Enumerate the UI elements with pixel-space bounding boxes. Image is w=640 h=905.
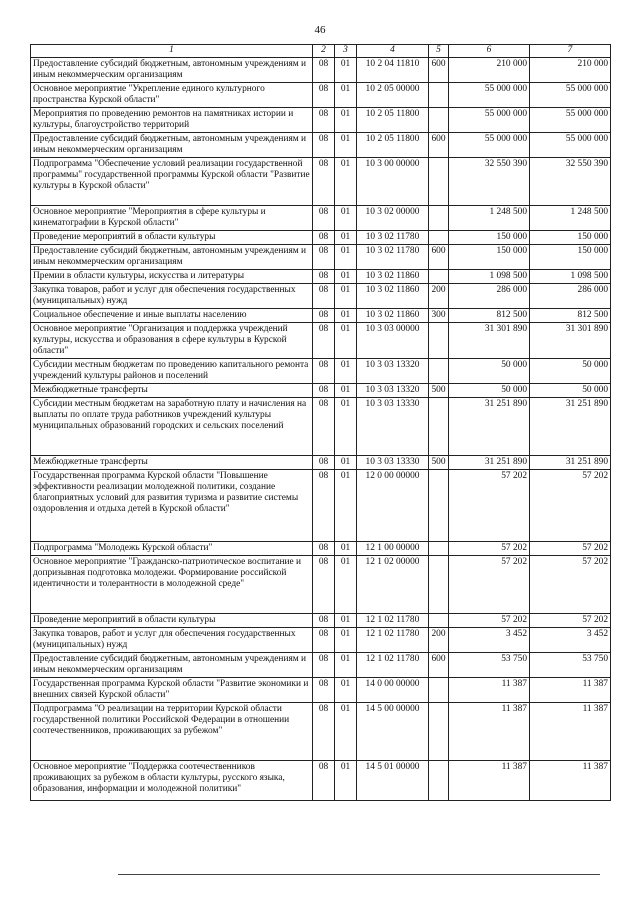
row-name-cell: Основное мероприятие "Мероприятия в сфере культуры и кинематографии в Курской области" bbox=[31, 206, 313, 231]
row-name-cell: Социальное обеспечение и иные выплаты населению bbox=[31, 309, 313, 323]
page-number: 46 bbox=[314, 24, 326, 36]
expense-type-cell: 300 bbox=[429, 309, 449, 323]
row-name-cell: Премии в области культуры, искусства и литературы bbox=[31, 270, 313, 284]
amount-cell: 55 000 000 bbox=[449, 83, 530, 108]
table-row bbox=[31, 245, 611, 270]
section-code-cell: 08 bbox=[313, 542, 335, 556]
table-row bbox=[31, 359, 611, 384]
expense-type-cell bbox=[429, 206, 449, 231]
subsection-code-cell: 01 bbox=[335, 284, 357, 309]
column-header: 7 bbox=[530, 45, 611, 58]
amount-cell: 50 000 bbox=[449, 384, 530, 398]
target-article-cell: 10 3 03 13320 bbox=[357, 359, 429, 384]
target-article-cell: 12 1 02 11780 bbox=[357, 653, 429, 678]
table-row bbox=[31, 703, 611, 761]
subsection-code-cell: 01 bbox=[335, 678, 357, 703]
section-code-cell: 08 bbox=[313, 703, 335, 761]
target-article-cell: 10 3 02 00000 bbox=[357, 206, 429, 231]
amount-cell: 57 202 bbox=[530, 542, 611, 556]
row-name-cell: Основное мероприятие "Укрепление единого культурного пространства Курской области" bbox=[31, 83, 313, 108]
row-name-cell: Проведение мероприятий в области культуры bbox=[31, 614, 313, 628]
subsection-code-cell: 01 bbox=[335, 206, 357, 231]
target-article-cell: 10 3 03 00000 bbox=[357, 323, 429, 359]
table-row bbox=[31, 83, 611, 108]
expense-type-cell bbox=[429, 398, 449, 456]
row-name-cell: Предоставление субсидий бюджетным, автономным учреждениям и иным некоммерческим организациям bbox=[31, 245, 313, 270]
table-row bbox=[31, 158, 611, 206]
expense-type-cell bbox=[429, 83, 449, 108]
amount-cell: 57 202 bbox=[449, 556, 530, 614]
expense-type-cell bbox=[429, 359, 449, 384]
amount-cell: 57 202 bbox=[530, 470, 611, 542]
expense-type-cell bbox=[429, 556, 449, 614]
amount-cell: 50 000 bbox=[530, 359, 611, 384]
table-row bbox=[31, 678, 611, 703]
table-row bbox=[31, 270, 611, 284]
amount-cell: 31 251 890 bbox=[449, 456, 530, 470]
section-code-cell: 08 bbox=[313, 309, 335, 323]
row-name-cell: Предоставление субсидий бюджетным, автономным учреждениям и иным некоммерческим организациям bbox=[31, 133, 313, 158]
table-row bbox=[31, 653, 611, 678]
amount-cell: 812 500 bbox=[530, 309, 611, 323]
target-article-cell: 10 2 05 00000 bbox=[357, 83, 429, 108]
subsection-code-cell: 01 bbox=[335, 83, 357, 108]
subsection-code-cell: 01 bbox=[335, 761, 357, 801]
amount-cell: 150 000 bbox=[530, 245, 611, 270]
expense-type-cell bbox=[429, 323, 449, 359]
subsection-code-cell: 01 bbox=[335, 158, 357, 206]
subsection-code-cell: 01 bbox=[335, 653, 357, 678]
target-article-cell: 10 2 05 11800 bbox=[357, 108, 429, 133]
section-code-cell: 08 bbox=[313, 653, 335, 678]
expense-type-cell bbox=[429, 470, 449, 542]
target-article-cell: 10 3 02 11860 bbox=[357, 309, 429, 323]
amount-cell: 57 202 bbox=[530, 614, 611, 628]
section-code-cell: 08 bbox=[313, 58, 335, 83]
amount-cell: 11 387 bbox=[449, 703, 530, 761]
section-code-cell: 08 bbox=[313, 231, 335, 245]
target-article-cell: 14 0 00 00000 bbox=[357, 678, 429, 703]
row-name-cell: Проведение мероприятий в области культуры bbox=[31, 231, 313, 245]
column-header: 2 bbox=[313, 45, 335, 58]
subsection-code-cell: 01 bbox=[335, 398, 357, 456]
row-name-cell: Подпрограмма "О реализации на территории Курской области государственной политики Российской Федерации в отношении соотечественников, проживающих за рубежом" bbox=[31, 703, 313, 761]
amount-cell: 150 000 bbox=[530, 231, 611, 245]
expense-type-cell bbox=[429, 231, 449, 245]
subsection-code-cell: 01 bbox=[335, 542, 357, 556]
section-code-cell: 08 bbox=[313, 133, 335, 158]
expense-type-cell bbox=[429, 270, 449, 284]
expense-type-cell: 600 bbox=[429, 58, 449, 83]
subsection-code-cell: 01 bbox=[335, 614, 357, 628]
target-article-cell: 10 3 02 11860 bbox=[357, 284, 429, 309]
target-article-cell: 12 1 02 11780 bbox=[357, 614, 429, 628]
subsection-code-cell: 01 bbox=[335, 470, 357, 542]
column-header: 5 bbox=[429, 45, 449, 58]
table-row bbox=[31, 384, 611, 398]
table-row bbox=[31, 628, 611, 653]
subsection-code-cell: 01 bbox=[335, 384, 357, 398]
amount-cell: 31 251 890 bbox=[530, 456, 611, 470]
expense-type-cell bbox=[429, 542, 449, 556]
subsection-code-cell: 01 bbox=[335, 133, 357, 158]
row-name-cell: Межбюджетные трансферты bbox=[31, 456, 313, 470]
subsection-code-cell: 01 bbox=[335, 309, 357, 323]
subsection-code-cell: 01 bbox=[335, 323, 357, 359]
row-name-cell: Основное мероприятие "Гражданско-патриотическое воспитание и допризывная подготовка молодежи. Формирование российской идентичности и толерантности в молодежной среде" bbox=[31, 556, 313, 614]
table-row bbox=[31, 231, 611, 245]
section-code-cell: 08 bbox=[313, 556, 335, 614]
target-article-cell: 10 3 00 00000 bbox=[357, 158, 429, 206]
amount-cell: 11 387 bbox=[530, 678, 611, 703]
table-row bbox=[31, 470, 611, 542]
amount-cell: 57 202 bbox=[449, 470, 530, 542]
target-article-cell: 10 3 03 13330 bbox=[357, 456, 429, 470]
target-article-cell: 10 2 04 11810 bbox=[357, 58, 429, 83]
row-name-cell: Подпрограмма "Молодежь Курской области" bbox=[31, 542, 313, 556]
target-article-cell: 10 3 02 11780 bbox=[357, 231, 429, 245]
target-article-cell: 10 3 02 11780 bbox=[357, 245, 429, 270]
amount-cell: 55 000 000 bbox=[530, 83, 611, 108]
amount-cell: 31 301 890 bbox=[449, 323, 530, 359]
row-name-cell: Государственная программа Курской области "Развитие экономики и внешних связей Курской области" bbox=[31, 678, 313, 703]
amount-cell: 31 251 890 bbox=[449, 398, 530, 456]
section-code-cell: 08 bbox=[313, 398, 335, 456]
table-row bbox=[31, 398, 611, 456]
table-row bbox=[31, 206, 611, 231]
target-article-cell: 12 1 02 00000 bbox=[357, 556, 429, 614]
table-row bbox=[31, 323, 611, 359]
expense-type-cell: 600 bbox=[429, 133, 449, 158]
subsection-code-cell: 01 bbox=[335, 58, 357, 83]
expense-type-cell: 500 bbox=[429, 456, 449, 470]
amount-cell: 31 251 890 bbox=[530, 398, 611, 456]
table-row bbox=[31, 556, 611, 614]
section-code-cell: 08 bbox=[313, 470, 335, 542]
amount-cell: 55 000 000 bbox=[449, 133, 530, 158]
amount-cell: 55 000 000 bbox=[449, 108, 530, 133]
amount-cell: 50 000 bbox=[449, 359, 530, 384]
amount-cell: 53 750 bbox=[449, 653, 530, 678]
row-name-cell: Подпрограмма "Обеспечение условий реализации государственной программы" государственной программы Курской области "Развитие культуры в Курской области" bbox=[31, 158, 313, 206]
amount-cell: 1 248 500 bbox=[530, 206, 611, 231]
amount-cell: 50 000 bbox=[530, 384, 611, 398]
row-name-cell: Закупка товаров, работ и услуг для обеспечения государственных (муниципальных) нужд bbox=[31, 628, 313, 653]
amount-cell: 55 000 000 bbox=[530, 133, 611, 158]
row-name-cell: Основное мероприятие "Организация и поддержка учреждений культуры, искусства и образования в сфере культуры в Курской области" bbox=[31, 323, 313, 359]
table-row bbox=[31, 108, 611, 133]
section-code-cell: 08 bbox=[313, 108, 335, 133]
expense-type-cell: 200 bbox=[429, 284, 449, 309]
amount-cell: 31 301 890 bbox=[530, 323, 611, 359]
amount-cell: 1 098 500 bbox=[530, 270, 611, 284]
section-code-cell: 08 bbox=[313, 678, 335, 703]
amount-cell: 11 387 bbox=[530, 703, 611, 761]
section-code-cell: 08 bbox=[313, 270, 335, 284]
table-header-row bbox=[31, 45, 611, 58]
section-code-cell: 08 bbox=[313, 359, 335, 384]
section-code-cell: 08 bbox=[313, 384, 335, 398]
section-code-cell: 08 bbox=[313, 83, 335, 108]
amount-cell: 1 248 500 bbox=[449, 206, 530, 231]
amount-cell: 32 550 390 bbox=[530, 158, 611, 206]
expense-type-cell bbox=[429, 678, 449, 703]
target-article-cell: 14 5 01 00000 bbox=[357, 761, 429, 801]
subsection-code-cell: 01 bbox=[335, 359, 357, 384]
section-code-cell: 08 bbox=[313, 628, 335, 653]
expense-type-cell bbox=[429, 108, 449, 133]
subsection-code-cell: 01 bbox=[335, 108, 357, 133]
target-article-cell: 12 1 02 11780 bbox=[357, 628, 429, 653]
budget-table bbox=[30, 44, 611, 801]
subsection-code-cell: 01 bbox=[335, 231, 357, 245]
table-row bbox=[31, 614, 611, 628]
column-header: 1 bbox=[31, 45, 313, 58]
table-body bbox=[31, 58, 611, 801]
section-code-cell: 08 bbox=[313, 245, 335, 270]
row-name-cell: Предоставление субсидий бюджетным, автономным учреждениям и иным некоммерческим организациям bbox=[31, 58, 313, 83]
section-code-cell: 08 bbox=[313, 761, 335, 801]
amount-cell: 3 452 bbox=[449, 628, 530, 653]
subsection-code-cell: 01 bbox=[335, 556, 357, 614]
column-header: 4 bbox=[357, 45, 429, 58]
amount-cell: 11 387 bbox=[449, 678, 530, 703]
table-row bbox=[31, 761, 611, 801]
expense-type-cell bbox=[429, 761, 449, 801]
table-row bbox=[31, 456, 611, 470]
subsection-code-cell: 01 bbox=[335, 628, 357, 653]
amount-cell: 150 000 bbox=[449, 245, 530, 270]
amount-cell: 150 000 bbox=[449, 231, 530, 245]
row-name-cell: Межбюджетные трансферты bbox=[31, 384, 313, 398]
amount-cell: 11 387 bbox=[449, 761, 530, 801]
amount-cell: 57 202 bbox=[449, 614, 530, 628]
amount-cell: 11 387 bbox=[530, 761, 611, 801]
amount-cell: 812 500 bbox=[449, 309, 530, 323]
target-article-cell: 10 2 05 11800 bbox=[357, 133, 429, 158]
row-name-cell: Основное мероприятие "Поддержка соотечественников проживающих за рубежом в области культуры, русского языка, образования, информации и молодежной политики" bbox=[31, 761, 313, 801]
table-row bbox=[31, 309, 611, 323]
section-code-cell: 08 bbox=[313, 614, 335, 628]
row-name-cell: Закупка товаров, работ и услуг для обеспечения государственных (муниципальных) нужд bbox=[31, 284, 313, 309]
table-row bbox=[31, 284, 611, 309]
section-code-cell: 08 bbox=[313, 456, 335, 470]
subsection-code-cell: 01 bbox=[335, 703, 357, 761]
table-row bbox=[31, 133, 611, 158]
target-article-cell: 10 3 03 13320 bbox=[357, 384, 429, 398]
amount-cell: 210 000 bbox=[530, 58, 611, 83]
row-name-cell: Предоставление субсидий бюджетным, автономным учреждениям и иным некоммерческим организациям bbox=[31, 653, 313, 678]
table-row bbox=[31, 58, 611, 83]
amount-cell: 286 000 bbox=[449, 284, 530, 309]
target-article-cell: 10 3 03 13330 bbox=[357, 398, 429, 456]
expense-type-cell: 500 bbox=[429, 384, 449, 398]
amount-cell: 3 452 bbox=[530, 628, 611, 653]
footer-divider bbox=[118, 874, 600, 875]
column-header: 3 bbox=[335, 45, 357, 58]
target-article-cell: 12 1 00 00000 bbox=[357, 542, 429, 556]
expense-type-cell: 200 bbox=[429, 628, 449, 653]
target-article-cell: 14 5 00 00000 bbox=[357, 703, 429, 761]
column-header: 6 bbox=[449, 45, 530, 58]
amount-cell: 210 000 bbox=[449, 58, 530, 83]
target-article-cell: 12 0 00 00000 bbox=[357, 470, 429, 542]
amount-cell: 286 000 bbox=[530, 284, 611, 309]
expense-type-cell bbox=[429, 703, 449, 761]
expense-type-cell: 600 bbox=[429, 653, 449, 678]
expense-type-cell bbox=[429, 614, 449, 628]
amount-cell: 53 750 bbox=[530, 653, 611, 678]
section-code-cell: 08 bbox=[313, 158, 335, 206]
expense-type-cell: 600 bbox=[429, 245, 449, 270]
table-row bbox=[31, 542, 611, 556]
amount-cell: 1 098 500 bbox=[449, 270, 530, 284]
section-code-cell: 08 bbox=[313, 206, 335, 231]
amount-cell: 55 000 000 bbox=[530, 108, 611, 133]
target-article-cell: 10 3 02 11860 bbox=[357, 270, 429, 284]
amount-cell: 57 202 bbox=[449, 542, 530, 556]
section-code-cell: 08 bbox=[313, 284, 335, 309]
row-name-cell: Субсидии местным бюджетам по проведению капитального ремонта учреждений культуры районов и поселений bbox=[31, 359, 313, 384]
amount-cell: 32 550 390 bbox=[449, 158, 530, 206]
expense-type-cell bbox=[429, 158, 449, 206]
row-name-cell: Субсидии местным бюджетам на заработную плату и начисления на выплаты по оплате труда работников учреждений культуры муниципальных образований городских и сельских поселений bbox=[31, 398, 313, 456]
amount-cell: 57 202 bbox=[530, 556, 611, 614]
row-name-cell: Мероприятия по проведению ремонтов на памятниках истории и культуры, благоустройство территорий bbox=[31, 108, 313, 133]
row-name-cell: Государственная программа Курской области "Повышение эффективности реализации молодежной политики, создание благоприятных условий для развития туризма и развитие системы оздоровления и отдыха детей в Курской области" bbox=[31, 470, 313, 542]
section-code-cell: 08 bbox=[313, 323, 335, 359]
subsection-code-cell: 01 bbox=[335, 456, 357, 470]
subsection-code-cell: 01 bbox=[335, 245, 357, 270]
subsection-code-cell: 01 bbox=[335, 270, 357, 284]
